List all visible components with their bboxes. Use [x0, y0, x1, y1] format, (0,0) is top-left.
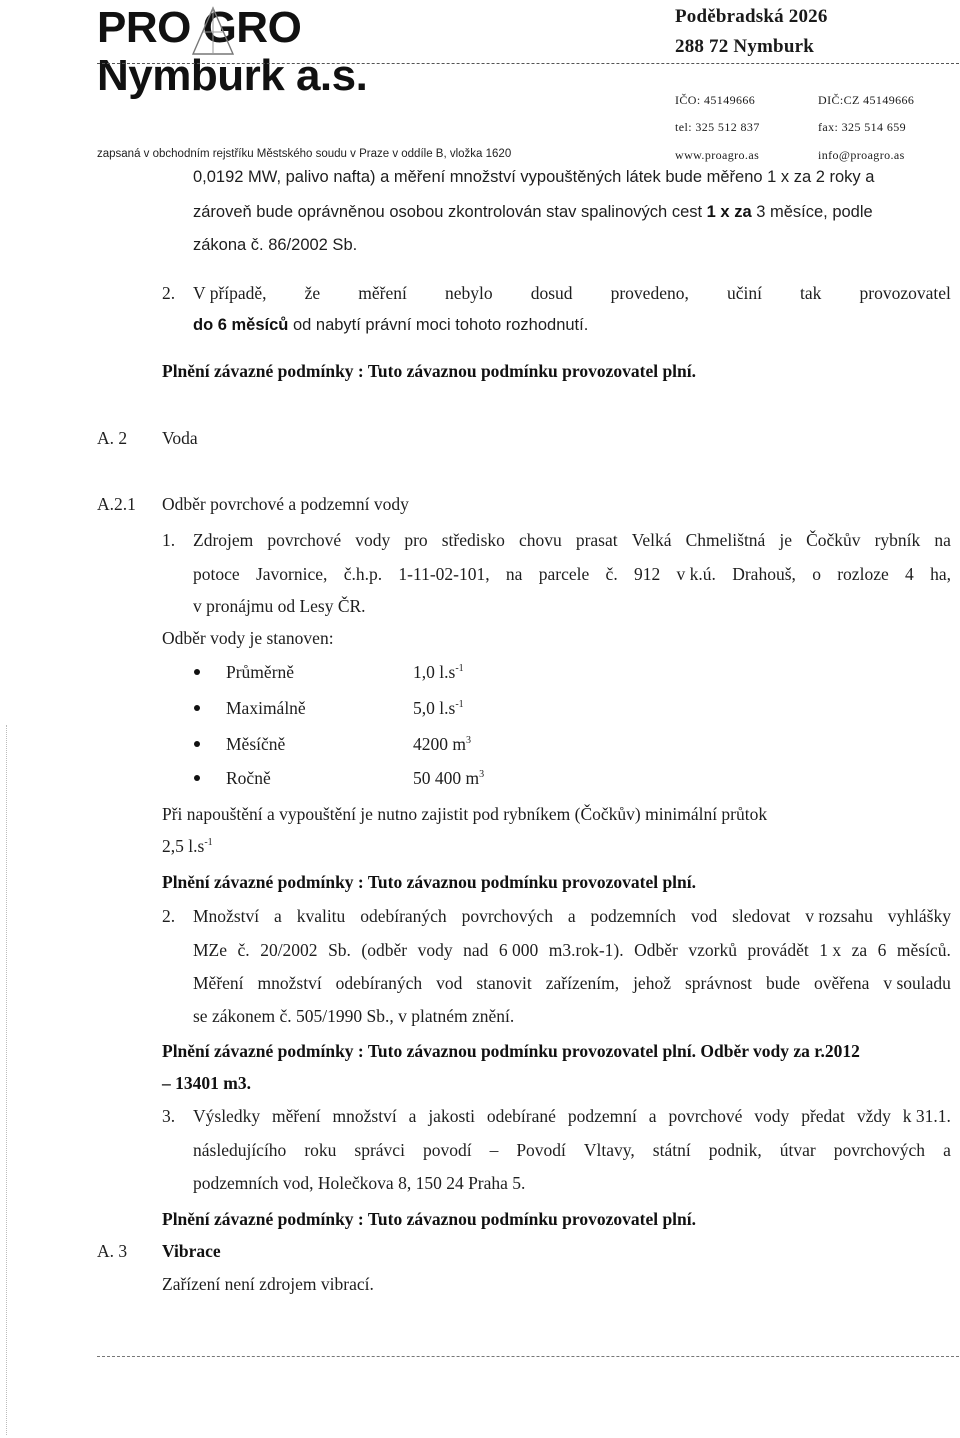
continued-text-line: 0,0192 MW, palivo nafta) a měření množství vypouštěných látek bude měřeno 1 x za 2 roky a — [193, 168, 875, 186]
word: Javornice, — [255, 564, 328, 584]
company-email[interactable]: info@proagro.as — [818, 148, 905, 162]
intake-value — [413, 766, 484, 790]
word: provádět — [747, 940, 809, 960]
section-title: Voda — [162, 428, 198, 448]
minflow-value — [162, 834, 213, 858]
justified-line — [193, 528, 951, 552]
subsection-title: Odběr povrchové a podzemní vody — [162, 494, 409, 514]
company-logo — [97, 4, 427, 100]
text-line: Při napouštění a vypouštění je nutno zajistit pod rybníkem (Čočkův) minimální průtok — [162, 804, 768, 824]
word: kvalitu — [296, 906, 346, 926]
word: na — [505, 564, 523, 584]
section-title: Vibrace — [162, 1241, 221, 1261]
value-exponent: 3 — [479, 769, 485, 780]
word: potoce — [193, 564, 240, 584]
word: a — [648, 1106, 657, 1126]
text-line: v pronájmu od Lesy ČR. — [193, 596, 366, 616]
word: správnost — [684, 973, 753, 993]
text-line — [193, 313, 588, 337]
company-phone: tel: 325 512 837 — [675, 120, 760, 134]
word: že — [304, 283, 321, 303]
company-ico: IČO: 45149666 — [675, 93, 756, 107]
value-text: 2,5 l.s — [162, 836, 205, 856]
word: Odběr — [634, 940, 678, 960]
word: provozovatel — [859, 283, 951, 303]
value-exponent: -1 — [204, 837, 213, 848]
justified-line — [193, 281, 951, 305]
word: pro — [404, 530, 428, 550]
word: jakosti — [428, 1106, 475, 1126]
word: 6 000 — [498, 940, 539, 960]
word: 6 — [877, 940, 887, 960]
word: povrchových — [833, 1140, 926, 1160]
word: vody — [417, 940, 453, 960]
word: o — [812, 564, 821, 584]
continued-text-line — [193, 200, 873, 224]
section-number: A. 3 — [97, 1241, 128, 1261]
registry-note: zapsaná v obchodním rejstříku Městského soudu v Praze v oddíle B, vložka 1620 — [97, 148, 512, 160]
word: sledovat — [732, 906, 791, 926]
bullet-icon — [194, 705, 200, 711]
intake-label-item: Maximálně — [226, 698, 306, 718]
word: v rozsahu — [805, 906, 873, 926]
word: podzemní — [567, 1106, 637, 1126]
word: středisko — [441, 530, 505, 550]
value-text: 50 400 m — [413, 768, 480, 788]
bullet-icon — [194, 741, 200, 747]
bold-frequency: 1 x za — [706, 203, 752, 221]
word: – — [489, 1140, 499, 1160]
word: prasat — [575, 530, 618, 550]
text-line: podzemních vod, Holečkova 8, 150 24 Praha 5. — [193, 1173, 526, 1193]
subsection-number: A.2.1 — [97, 494, 136, 514]
footer-divider — [97, 1356, 959, 1357]
word: vody — [754, 1106, 790, 1126]
word: vod — [436, 973, 463, 993]
company-fax: fax: 325 514 659 — [818, 120, 907, 134]
word: V případě, — [193, 283, 267, 303]
value-text: 5,0 l.s — [413, 698, 456, 718]
bullet-icon — [194, 775, 200, 781]
word: dosud — [530, 283, 573, 303]
word: provedeno, — [610, 283, 689, 303]
word: učiní — [726, 283, 762, 303]
logo-text-nymburk: Nymburk a.s. — [97, 51, 368, 100]
text-span: od nabytí právní moci tohoto rozhodnutí. — [288, 316, 589, 334]
word: tak — [800, 283, 822, 303]
word: množství — [257, 973, 322, 993]
word: č.h.p. — [343, 564, 383, 584]
word: Chmelištná — [685, 530, 766, 550]
word: a — [408, 1106, 417, 1126]
fulfilment-note: Plnění závazné podmínky : Tuto závaznou podmínku provozovatel plní. — [162, 872, 697, 892]
logo-text-pro-gro: PRO GRO — [97, 3, 302, 52]
text-line: se zákonem č. 505/1990 Sb., v platném znění. — [193, 1006, 515, 1026]
scan-margin-line — [6, 725, 7, 1435]
justified-line — [193, 938, 951, 962]
word: vody — [355, 530, 391, 550]
value-text: 1,0 l.s — [413, 662, 456, 682]
word: rybník — [874, 530, 921, 550]
continued-text-line: zákona č. 86/2002 Sb. — [193, 236, 358, 254]
word: na — [934, 530, 951, 550]
word: odebíraných — [335, 973, 423, 993]
word: povrchové — [668, 1106, 743, 1126]
text-span: 3 měsíce, podle — [751, 203, 873, 221]
word: odebíraných — [360, 906, 447, 926]
word: m3.rok-1). — [548, 940, 624, 960]
justified-line — [193, 1104, 951, 1128]
word: státní — [652, 1140, 691, 1160]
word: stanovit — [476, 973, 532, 993]
word: bude — [765, 973, 801, 993]
bullet-icon — [194, 669, 200, 675]
word: k 31.1. — [902, 1106, 951, 1126]
word: 912 — [634, 564, 661, 584]
word: č. — [605, 564, 618, 584]
word: Drahouš, — [732, 564, 796, 584]
word: množství — [332, 1106, 397, 1126]
word: 1-11-02-101, — [398, 564, 490, 584]
word: vzorků — [688, 940, 737, 960]
word: povodí — [422, 1140, 472, 1160]
justified-line — [193, 562, 951, 586]
word: ověřena — [813, 973, 870, 993]
word: Sb. — [328, 940, 351, 960]
list-number: 3. — [162, 1106, 176, 1126]
text-span: zároveň bude oprávněnou osobou zkontrolován stav spalinových cest — [193, 203, 707, 221]
value-exponent: -1 — [455, 699, 464, 710]
word: 4 — [905, 564, 914, 584]
word: jehož — [633, 973, 671, 993]
fulfilment-note-cont: – 13401 m3. — [162, 1073, 251, 1093]
word: v k.ú. — [676, 564, 716, 584]
word: podnik, — [708, 1140, 762, 1160]
word: správci — [354, 1140, 405, 1160]
word: nad — [463, 940, 489, 960]
company-dic: DIČ:CZ 45149666 — [818, 93, 915, 107]
justified-line — [193, 1138, 951, 1162]
word: Čočkův — [806, 530, 861, 550]
word: chovu — [518, 530, 562, 550]
word: v souladu — [883, 973, 951, 993]
word: útvar — [779, 1140, 816, 1160]
word: ha, — [930, 564, 951, 584]
word: Zdrojem — [193, 530, 254, 550]
word: je — [779, 530, 793, 550]
justified-line — [193, 971, 951, 995]
justified-line — [193, 904, 951, 928]
word: povrchové — [267, 530, 342, 550]
word: a — [567, 906, 576, 926]
word: 1 x — [819, 940, 842, 960]
fulfilment-note: Plnění závazné podmínky : Tuto závaznou podmínku provozovatel plní. — [162, 1209, 697, 1229]
intake-value — [413, 696, 464, 720]
value-exponent: -1 — [455, 663, 464, 674]
word: měsíců. — [896, 940, 951, 960]
intake-value — [413, 732, 471, 756]
word: (odběr — [361, 940, 408, 960]
fulfilment-note: Plnění závazné podmínky : Tuto závaznou podmínku provozovatel plní. — [162, 361, 697, 381]
word: parcele — [538, 564, 590, 584]
word: nebylo — [444, 283, 493, 303]
word: č. — [237, 940, 250, 960]
word: a — [274, 906, 282, 926]
intake-label-item: Měsíčně — [226, 734, 286, 754]
word: následujícího — [193, 1140, 287, 1160]
word: Výsledky — [193, 1106, 261, 1126]
word: Měření — [193, 973, 244, 993]
list-number: 1. — [162, 530, 176, 550]
list-number: 2. — [162, 283, 176, 303]
word: roku — [304, 1140, 337, 1160]
word: vyhlášky — [887, 906, 951, 926]
word: MZe — [193, 940, 228, 960]
word: měření — [358, 283, 407, 303]
word: povrchových — [461, 906, 553, 926]
value-text: 4200 m — [413, 734, 466, 754]
word: a — [943, 1140, 951, 1160]
intake-value — [413, 660, 464, 684]
word: vod — [690, 906, 718, 926]
intake-label-item: Průměrně — [226, 662, 295, 682]
word: Vltavy, — [583, 1140, 635, 1160]
word: podzemních — [590, 906, 677, 926]
intake-label: Odběr vody je stanoven: — [162, 628, 334, 648]
fulfilment-note: Plnění závazné podmínky : Tuto závaznou podmínku provozovatel plní. Odběr vody za r.2012 — [162, 1041, 860, 1061]
word: Velká — [631, 530, 672, 550]
word: Množství — [193, 906, 260, 926]
address-street: Poděbradská 2026 — [675, 6, 828, 27]
list-number: 2. — [162, 906, 176, 926]
word: 20/2002 — [260, 940, 318, 960]
value-exponent: 3 — [466, 735, 471, 746]
word: odebírané — [486, 1106, 556, 1126]
company-website[interactable]: www.proagro.as — [675, 148, 760, 162]
intake-label-item: Ročně — [226, 768, 271, 788]
word: za — [851, 940, 868, 960]
word: rozloze — [837, 564, 889, 584]
word: vždy — [856, 1106, 891, 1126]
section-number: A. 2 — [97, 428, 128, 448]
word: zařízením, — [545, 973, 620, 993]
logo-triangle-icon — [191, 6, 235, 56]
word: Povodí — [516, 1140, 566, 1160]
bold-deadline: do 6 měsíců — [193, 316, 289, 334]
address-city: 288 72 Nymburk — [675, 36, 814, 57]
header-divider — [97, 63, 959, 64]
word: předat — [801, 1106, 845, 1126]
text-line: Zařízení není zdrojem vibrací. — [162, 1274, 374, 1294]
word: měření — [272, 1106, 321, 1126]
